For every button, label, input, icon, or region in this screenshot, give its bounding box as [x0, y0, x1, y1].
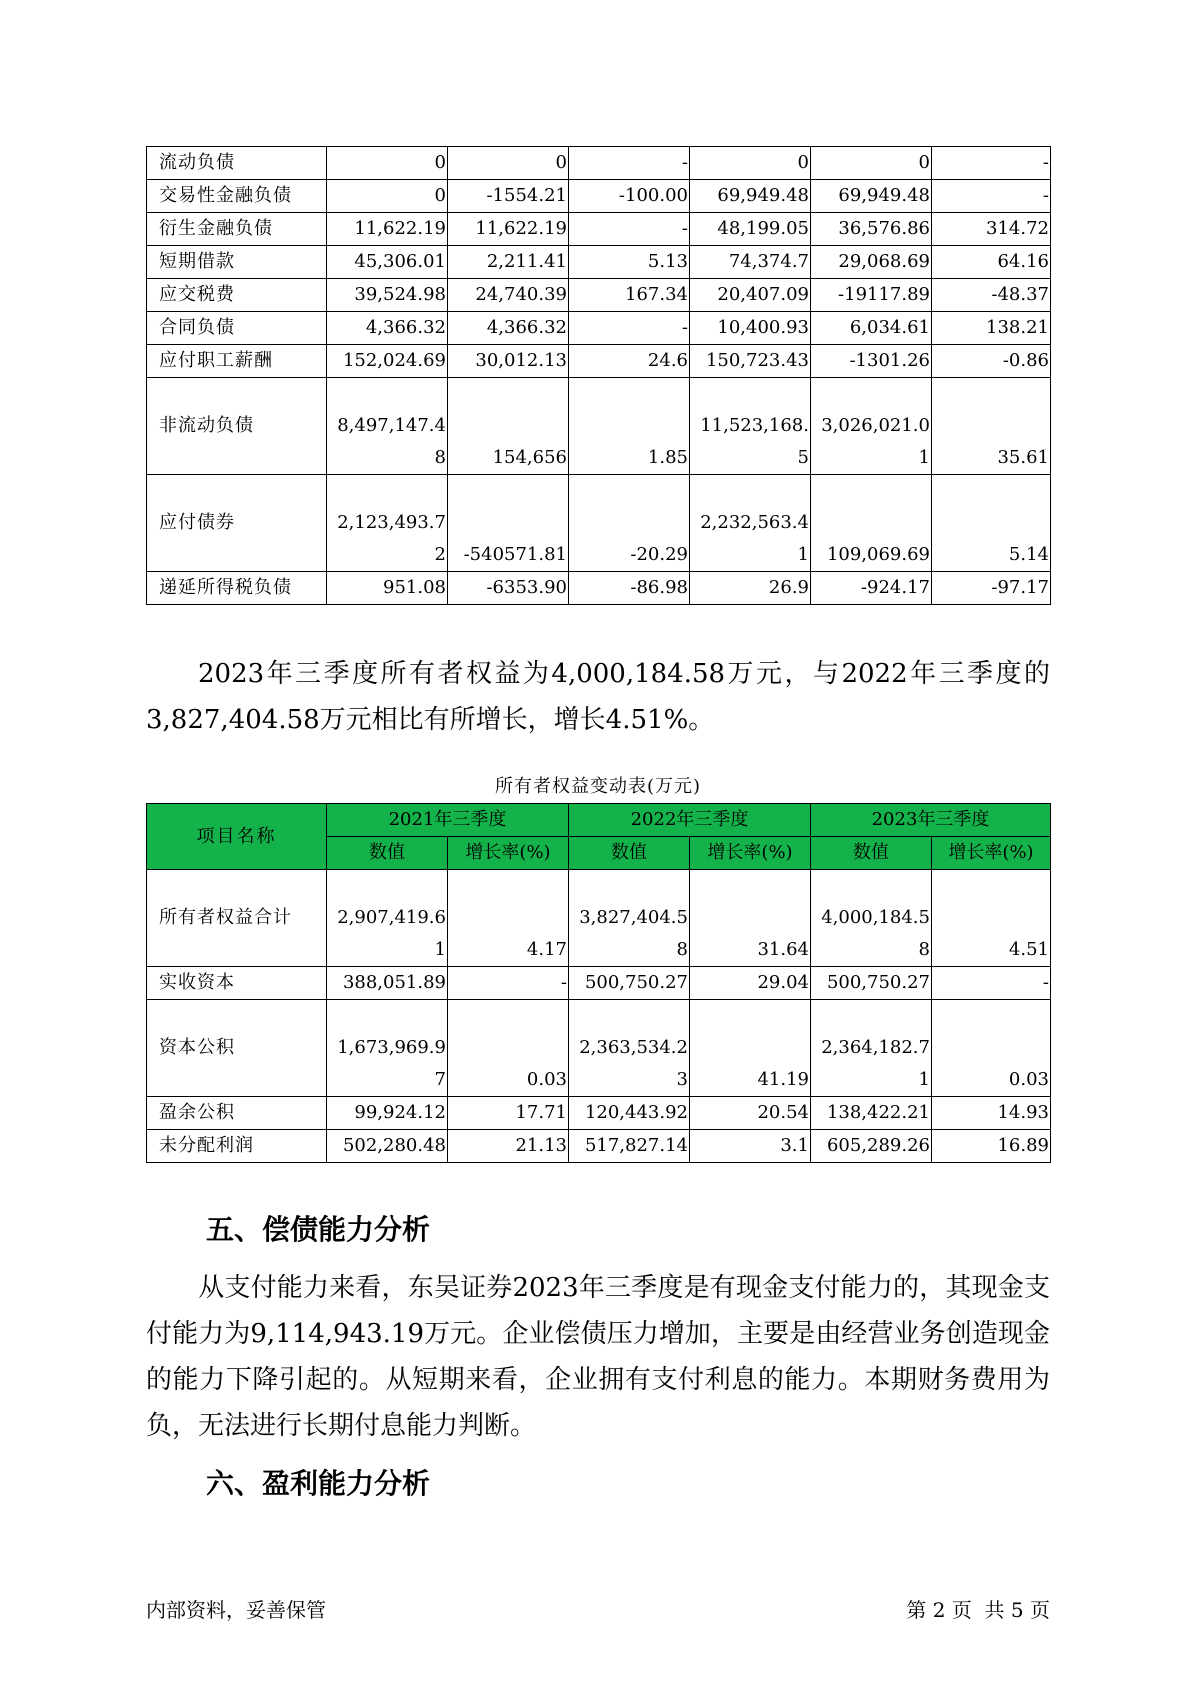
table-cell: -540571.81 — [448, 475, 569, 572]
section-heading-solvency: 五、偿债能力分析 — [206, 1213, 431, 1246]
table-cell: 0.03 — [932, 1000, 1051, 1097]
table-cell: -20.29 — [569, 475, 690, 572]
table-cell: 2,123,493.72 — [327, 475, 448, 572]
table-cell: 5.13 — [569, 246, 690, 279]
table-cell: 150,723.43 — [690, 345, 811, 378]
table-cell: 0 — [327, 180, 448, 213]
row-label: 递延所得税负债 — [147, 572, 327, 605]
equity-table-caption: 所有者权益变动表(万元) — [494, 776, 702, 797]
table-cell: 138.21 — [932, 312, 1051, 345]
table-cell: 2,363,534.23 — [569, 1000, 690, 1097]
table-cell: - — [932, 147, 1051, 180]
table-row — [147, 870, 1051, 967]
table-cell: 41.19 — [690, 1000, 811, 1097]
footer-confidential: 内部资料，妥善保管 — [146, 1598, 326, 1622]
header-growth: 增长率(%) — [448, 837, 569, 870]
row-label: 资本公积 — [147, 1000, 327, 1097]
row-label: 未分配利润 — [147, 1130, 327, 1163]
table-cell: 120,443.92 — [569, 1097, 690, 1130]
table-cell: 388,051.89 — [327, 967, 448, 1000]
paragraph-equity-summary: 2023年三季度所有者权益为4,000,184.58万元，与2022年三季度的3,827,404.58万元相比有所增长，增长4.51%。 — [146, 659, 1050, 735]
table-cell: 36,576.86 — [811, 213, 932, 246]
table-cell: - — [569, 147, 690, 180]
table-cell: 951.08 — [327, 572, 448, 605]
table-row — [147, 345, 1051, 378]
table-cell: 69,949.48 — [690, 180, 811, 213]
table-row — [147, 378, 1051, 475]
row-label: 应付债券 — [147, 475, 327, 572]
table-cell: 74,374.7 — [690, 246, 811, 279]
table-row — [147, 967, 1051, 1000]
header-value: 数值 — [569, 837, 690, 870]
table-cell: -0.86 — [932, 345, 1051, 378]
table-cell: 21.13 — [448, 1130, 569, 1163]
table-cell: 16.89 — [932, 1130, 1051, 1163]
table-cell: 11,622.19 — [448, 213, 569, 246]
table-cell: - — [932, 180, 1051, 213]
table-cell: -48.37 — [932, 279, 1051, 312]
table-cell: -6353.90 — [448, 572, 569, 605]
footer-page-number: 第 2 页 共 5 页 — [906, 1598, 1050, 1622]
table-cell: 20,407.09 — [690, 279, 811, 312]
header-value: 数值 — [327, 837, 448, 870]
header-value: 数值 — [811, 837, 932, 870]
table-row — [147, 1097, 1051, 1130]
table-cell: -97.17 — [932, 572, 1051, 605]
table-cell: -1301.26 — [811, 345, 932, 378]
table-cell: 11,622.19 — [327, 213, 448, 246]
table-cell: 4,000,184.58 — [811, 870, 932, 967]
table-cell: 35.61 — [932, 378, 1051, 475]
equity-table — [146, 803, 1051, 1163]
table-cell: 45,306.01 — [327, 246, 448, 279]
row-label: 交易性金融负债 — [147, 180, 327, 213]
table-cell: 24.6 — [569, 345, 690, 378]
table-cell: 0 — [690, 147, 811, 180]
table-cell: 29,068.69 — [811, 246, 932, 279]
table-cell: 64.16 — [932, 246, 1051, 279]
table-cell: 14.93 — [932, 1097, 1051, 1130]
table-cell: 605,289.26 — [811, 1130, 932, 1163]
row-label: 衍生金融负债 — [147, 213, 327, 246]
table-cell: 8,497,147.48 — [327, 378, 448, 475]
table-cell: 517,827.14 — [569, 1130, 690, 1163]
header-period-2022: 2022年三季度 — [569, 804, 811, 837]
table-cell: -1554.21 — [448, 180, 569, 213]
table-row — [147, 147, 1051, 180]
table-cell: 31.64 — [690, 870, 811, 967]
table-row — [147, 180, 1051, 213]
table-cell: -86.98 — [569, 572, 690, 605]
table-cell: 48,199.05 — [690, 213, 811, 246]
table-cell: 2,232,563.41 — [690, 475, 811, 572]
table-cell: 29.04 — [690, 967, 811, 1000]
liabilities-table — [146, 146, 1051, 605]
table-cell: -19117.89 — [811, 279, 932, 312]
table-row — [147, 1130, 1051, 1163]
row-label: 短期借款 — [147, 246, 327, 279]
table-cell: 1.85 — [569, 378, 690, 475]
table-cell: 167.34 — [569, 279, 690, 312]
table-cell: 502,280.48 — [327, 1130, 448, 1163]
row-label: 实收资本 — [147, 967, 327, 1000]
row-label: 非流动负债 — [147, 378, 327, 475]
table-row — [147, 312, 1051, 345]
table-cell: 4,366.32 — [327, 312, 448, 345]
table-cell: 26.9 — [690, 572, 811, 605]
table-cell: - — [932, 967, 1051, 1000]
row-label: 所有者权益合计 — [147, 870, 327, 967]
table-cell: 152,024.69 — [327, 345, 448, 378]
table-cell: -924.17 — [811, 572, 932, 605]
table-cell: 500,750.27 — [569, 967, 690, 1000]
table-cell: 4.17 — [448, 870, 569, 967]
table-cell: -100.00 — [569, 180, 690, 213]
table-cell: - — [569, 213, 690, 246]
table-cell: 17.71 — [448, 1097, 569, 1130]
table-cell: 30,012.13 — [448, 345, 569, 378]
table-cell: 154,656 — [448, 378, 569, 475]
table-cell: 1,673,969.97 — [327, 1000, 448, 1097]
table-cell: 4.51 — [932, 870, 1051, 967]
table-cell: 3,026,021.01 — [811, 378, 932, 475]
table-cell: 5.14 — [932, 475, 1051, 572]
table-cell: - — [569, 312, 690, 345]
row-label: 应交税费 — [147, 279, 327, 312]
header-period-2023: 2023年三季度 — [811, 804, 1051, 837]
table-cell: 3.1 — [690, 1130, 811, 1163]
table-cell: 109,069.69 — [811, 475, 932, 572]
table-cell: 0.03 — [448, 1000, 569, 1097]
table-cell: 0 — [327, 147, 448, 180]
table-cell: 2,211.41 — [448, 246, 569, 279]
section-heading-profitability: 六、盈利能力分析 — [206, 1467, 431, 1500]
row-label: 合同负债 — [147, 312, 327, 345]
table-cell: - — [448, 967, 569, 1000]
table-cell: 69,949.48 — [811, 180, 932, 213]
table-cell: 24,740.39 — [448, 279, 569, 312]
row-label: 流动负债 — [147, 147, 327, 180]
table-cell: 4,366.32 — [448, 312, 569, 345]
paragraph-solvency: 从支付能力来看，东吴证券2023年三季度是有现金支付能力的，其现金支付能力为9,114,943.19万元。企业偿债压力增加，主要是由经营业务创造现金的能力下降引起的。从短期来看，企业拥有支付利息的能力。本期财务费用为负，无法进行长期付息能力判断。 — [146, 1273, 1050, 1441]
table-cell: 314.72 — [932, 213, 1051, 246]
table-cell: 6,034.61 — [811, 312, 932, 345]
table-row — [147, 475, 1051, 572]
table-cell: 0 — [811, 147, 932, 180]
table-cell: 2,907,419.61 — [327, 870, 448, 967]
table-row — [147, 279, 1051, 312]
table-cell: 11,523,168.5 — [690, 378, 811, 475]
header-growth: 增长率(%) — [690, 837, 811, 870]
row-label: 盈余公积 — [147, 1097, 327, 1130]
table-row — [147, 213, 1051, 246]
table-cell: 500,750.27 — [811, 967, 932, 1000]
table-cell: 3,827,404.58 — [569, 870, 690, 967]
table-cell: 10,400.93 — [690, 312, 811, 345]
table-cell: 2,364,182.71 — [811, 1000, 932, 1097]
table-cell: 99,924.12 — [327, 1097, 448, 1130]
header-project-name: 项目名称 — [147, 804, 327, 870]
table-cell: 0 — [448, 147, 569, 180]
table-cell: 20.54 — [690, 1097, 811, 1130]
header-period-2021: 2021年三季度 — [327, 804, 569, 837]
table-cell: 39,524.98 — [327, 279, 448, 312]
table-row — [147, 1000, 1051, 1097]
table-cell: 138,422.21 — [811, 1097, 932, 1130]
header-growth: 增长率(%) — [932, 837, 1051, 870]
table-row — [147, 246, 1051, 279]
row-label: 应付职工薪酬 — [147, 345, 327, 378]
table-row — [147, 572, 1051, 605]
